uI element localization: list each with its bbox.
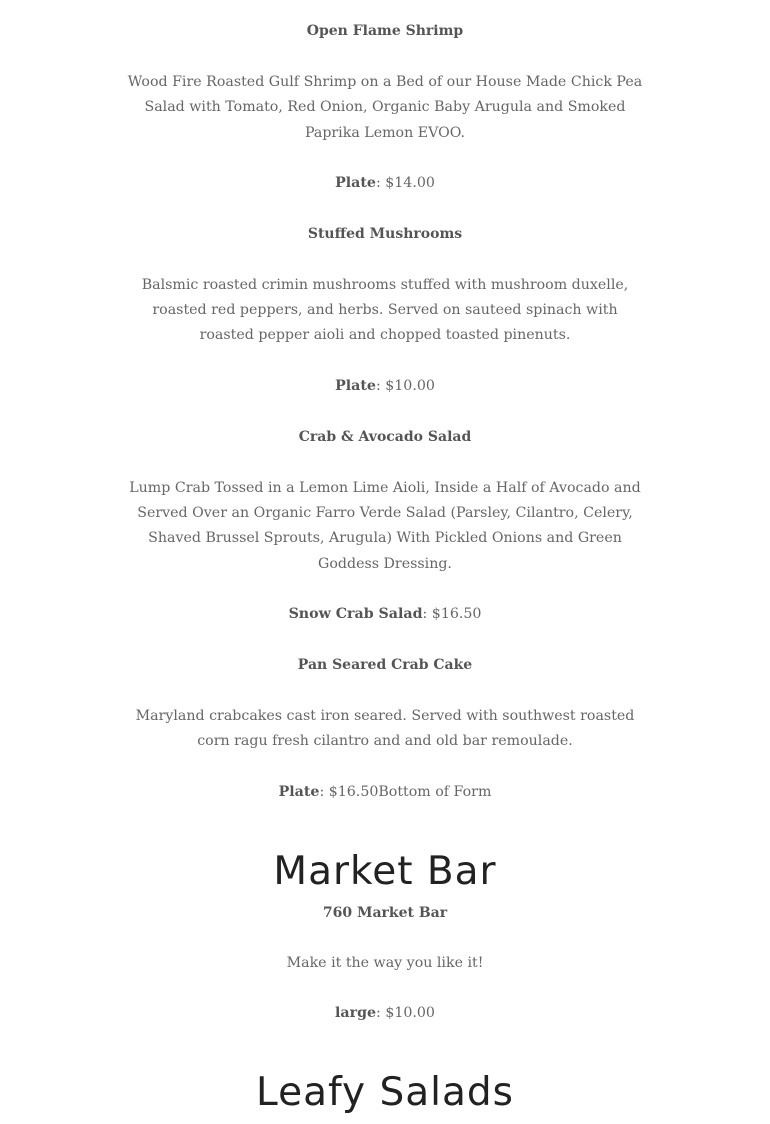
price-size-label: Plate [335,377,376,394]
price-value: : $10.00 [376,1004,435,1021]
menu-item-pan-seared-crab-cake [125,653,645,805]
item-name: 760 Market Bar [322,904,448,921]
price-value: : $16.50 [422,605,482,622]
menu-item-open-flame-shrimp [125,19,645,196]
menu-item-760-market-bar [125,901,645,1026]
menu-item-stuffed-mushrooms [125,222,645,399]
item-name: Crab & Avocado Salad [298,428,472,445]
item-name: Pan Seared Crab Cake [297,656,473,673]
menu-content [125,0,645,1118]
section-title-market-bar: Market Bar [273,848,497,894]
price-size-label: Snow Crab Salad [288,605,423,622]
item-description: Wood Fire Roasted Gulf Shrimp on a Bed of our House Made Chick Pea Salad with Tomato, Red Onion, Organic Baby Arugula and Smoked Paprika Lemon EVOO. [127,74,643,141]
price-size-label: large [335,1004,377,1021]
price-size-label: Plate [335,174,376,191]
section-title-leafy-salads: Leafy Salads [256,1069,514,1115]
price-value: : $16.50Bottom of Form [319,783,492,800]
item-description: Maryland crabcakes cast iron seared. Served with southwest roasted corn ragu fresh cilantro and and old bar remoulade. [135,707,635,750]
item-description: Balsmic roasted crimin mushrooms stuffed with mushroom duxelle, roasted red peppers, and herbs. Served on sauteed spinach with roasted pepper aioli and chopped toasted pinenuts. [141,276,629,344]
item-description: Lump Crab Tossed in a Lemon Lime Aioli, Inside a Half of Avocado and Served Over an Organic Farro Verde Salad (Parsley, Cilantro, Celery, Shaved Brussel Sprouts, Arugula) With Pickled Onions and Green Goddess Dressing. [129,479,641,572]
item-price [125,171,645,196]
item-name: Open Flame Shrimp [306,23,464,39]
price-value: : $10.00 [375,377,435,394]
item-price [125,374,645,399]
item-name: Stuffed Mushrooms [307,225,463,242]
price-value: : $14.00 [375,174,435,191]
menu-item-crab-avocado-salad [125,425,645,627]
price-size-label: Plate [278,783,320,800]
item-description: Make it the way you like it! [286,954,484,971]
item-price [125,602,645,627]
item-price [125,1001,645,1026]
item-price [125,780,645,805]
